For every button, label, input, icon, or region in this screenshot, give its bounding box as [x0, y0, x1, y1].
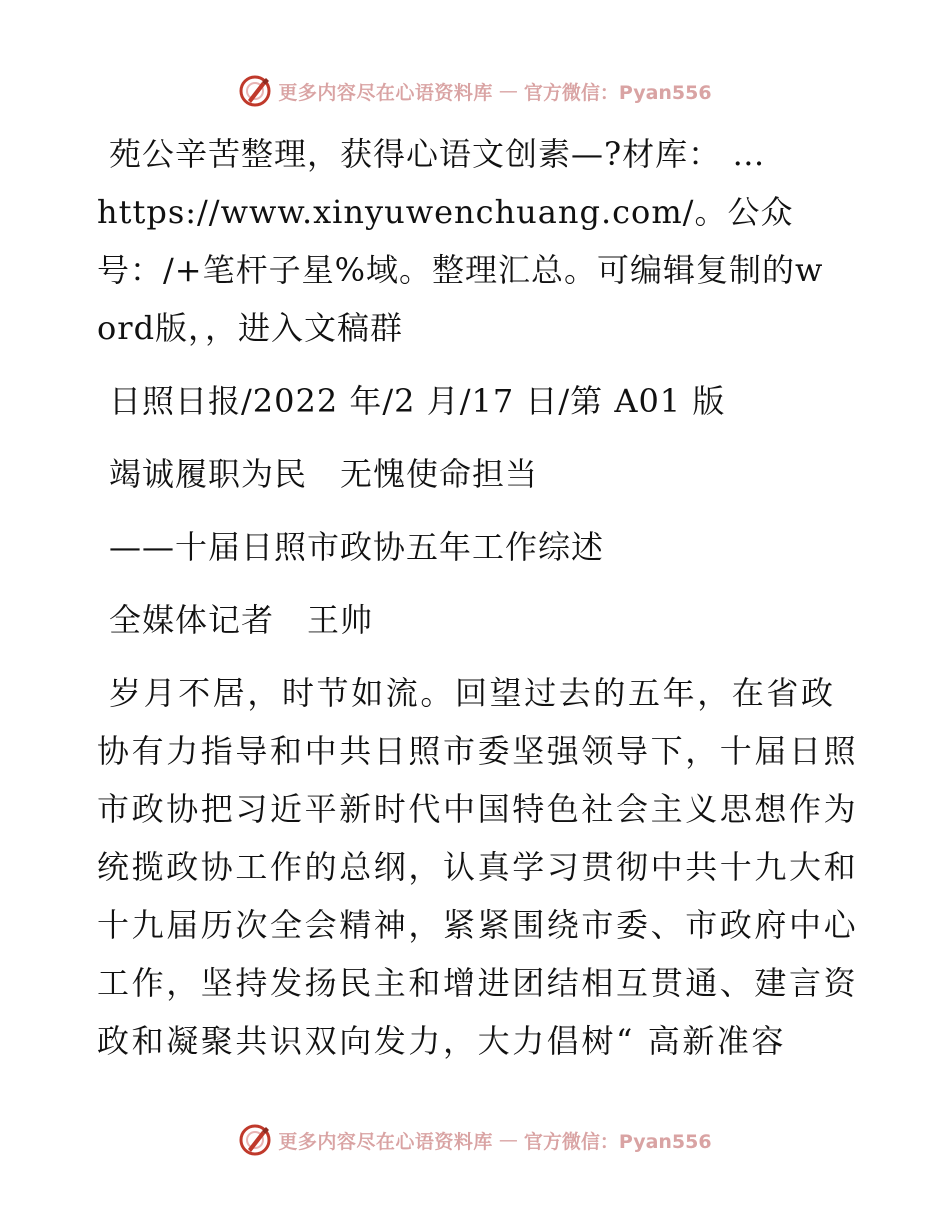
header-brand-text: 更多内容尽在心语资料库	[278, 81, 493, 104]
header-wechat-text: 官方微信：Pyan556	[523, 81, 712, 104]
subheadline: ——十届日照市政协五年工作综述	[109, 528, 605, 566]
intro-line-1: 苑公辛苦整理，获得心语文创素—?材库： …	[109, 135, 766, 173]
body-line-2: 协有力指导和中共日照市委坚强领导下，十届日照	[97, 732, 859, 770]
intro-line-2: https://www.xinyuwenchuang.com/。公众	[97, 193, 794, 231]
body-line-3: 市政协把习近平新时代中国特色社会主义思想作为	[97, 790, 859, 828]
intro-line-3: 号：/+笔杆子星%域。整理汇总。可编辑复制的w	[97, 251, 824, 289]
body-line-4: 统揽政协工作的总纲，认真学习贯彻中共十九大和	[97, 848, 859, 886]
footer-separator: —	[498, 1129, 518, 1151]
body-line-1: 岁月不居，时节如流。回望过去的五年，在省政	[109, 674, 836, 712]
header-banner	[0, 71, 950, 111]
brand-logo-icon	[238, 74, 272, 108]
headline: 竭诚履职为民 无愧使命担当	[109, 455, 539, 493]
intro-line-4: ord版，，进入文稿群	[97, 309, 404, 347]
header-separator: —	[498, 80, 518, 102]
document-body	[97, 125, 857, 1070]
footer-brand-text: 更多内容尽在心语资料库	[278, 1130, 493, 1153]
body-line-6: 工作，坚持发扬民主和增进团结相互贯通、建言资	[97, 964, 859, 1002]
body-line-5: 十九届历次全会精神，紧紧围绕市委、市政府中心	[97, 906, 859, 944]
source-line: 日照日报/2022 年/2 月/17 日/第 A01 版	[109, 382, 726, 420]
byline: 全媒体记者 王帅	[109, 601, 374, 639]
footer-banner	[0, 1120, 950, 1160]
body-line-7: 政和凝聚共识双向发力，大力倡树“ 高新准容	[97, 1022, 787, 1060]
footer-wechat-text: 官方微信：Pyan556	[523, 1130, 712, 1153]
brand-logo-icon	[238, 1123, 272, 1157]
